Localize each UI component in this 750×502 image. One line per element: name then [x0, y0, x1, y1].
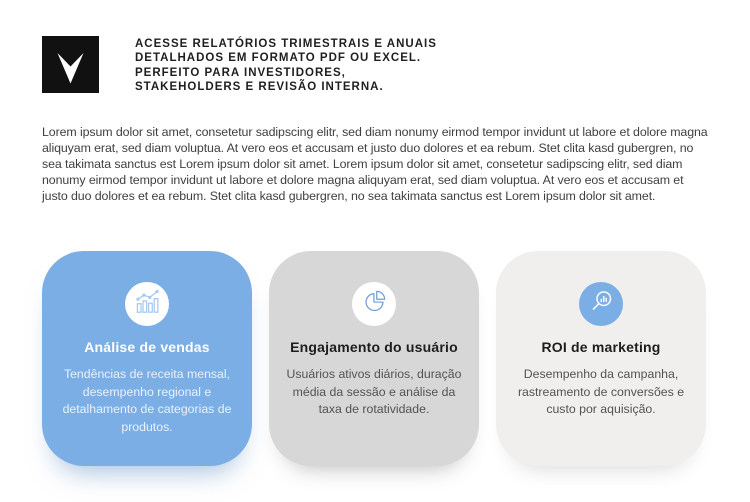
- brand-logo-w-icon: [42, 36, 99, 98]
- magnifier-stats-icon: [588, 288, 615, 320]
- card-icon-circle: [125, 282, 169, 326]
- card-marketing-roi: [496, 251, 706, 466]
- heading-line: ACESSE RELATÓRIOS TRIMESTRAIS E ANUAIS: [135, 38, 437, 50]
- card-description: Tendências de receita mensal, desempenho regional e detalhamento de categorias de produtos.: [62, 367, 232, 434]
- card-icon-circle: [352, 282, 396, 326]
- heading-line: PERFEITO PARA INVESTIDORES,: [135, 66, 346, 79]
- card-title: Análise de vendas: [84, 339, 210, 355]
- bar-chart-icon: [134, 288, 161, 320]
- feature-cards: [42, 251, 706, 466]
- card-title: ROI de marketing: [541, 339, 661, 355]
- card-description: Desempenho da campanha, rastreamento de conversões e custo por aquisição.: [517, 367, 685, 416]
- brand-logo[interactable]: [42, 36, 99, 93]
- card-icon-circle: [579, 282, 623, 326]
- section-heading: [135, 37, 437, 95]
- card-description: Usuários ativos diários, duração média da sessão e análise da taxa de rotatividade.: [286, 367, 462, 416]
- card-sales-analysis: [42, 251, 252, 466]
- card-title: Engajamento do usuário: [290, 339, 458, 355]
- heading-line: DETALHADOS EM FORMATO PDF OU EXCEL.: [135, 52, 422, 65]
- intro-paragraph: Lorem ipsum dolor sit amet, consetetur sadipscing elitr, sed diam nonumy eirmod tempor invidunt ut labore et dolore magna aliquyam erat, sed diam voluptua. At vero eos et accusam et justo duo dolores et ea rebum. Stet clita kasd gubergren, no sea takimata sanctus est Lorem ipsum dolor sit amet. Lorem ipsum dolor sit amet, consetetur sadipscing elitr, sed diam nonumy eirmod tempor invidunt ut labore et dolore magna aliquyam erat, sed diam voluptua. At vero eos et accusam et justo duo dolores et ea rebum. Stet clita kasd gubergren, no sea takimata sanctus est Lorem ipsum dolor sit amet.: [42, 125, 708, 203]
- pie-chart-icon: [361, 288, 388, 320]
- heading-line: STAKEHOLDERS E REVISÃO INTERNA.: [135, 81, 384, 94]
- card-user-engagement: [269, 251, 479, 466]
